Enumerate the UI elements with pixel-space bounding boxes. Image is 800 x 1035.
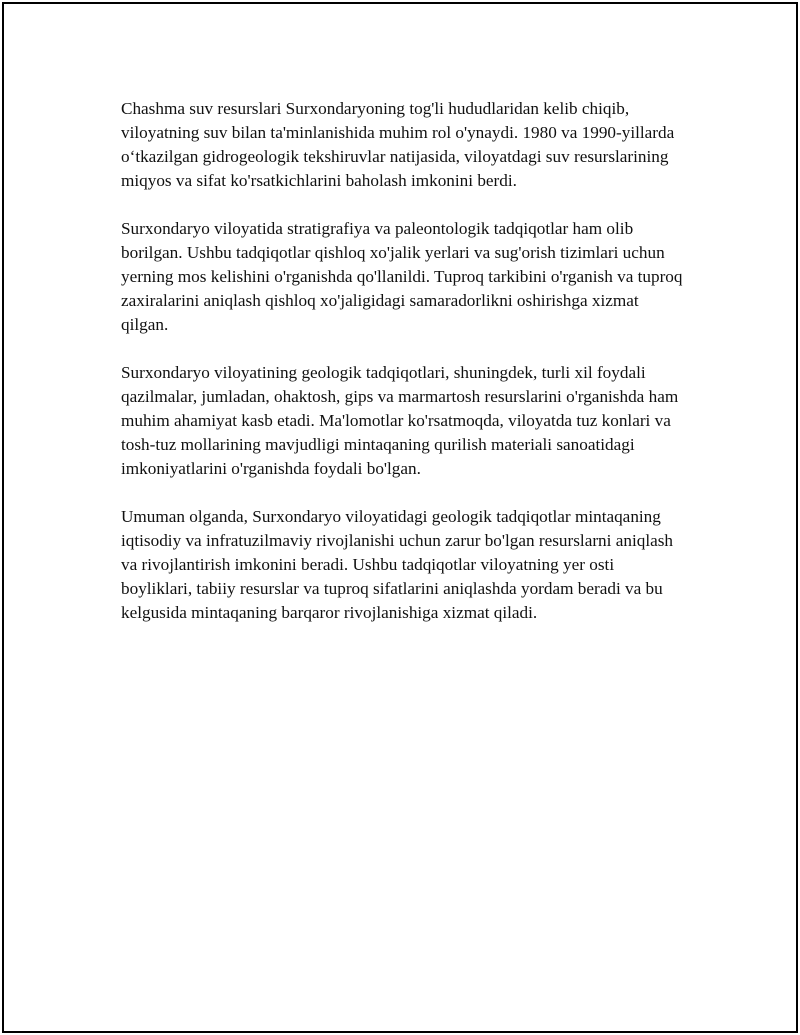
paragraph-stratigraphy-research: Surxondaryo viloyatida stratigrafiya va paleontologik tadqiqotlar ham olib borilgan. Ushbu tadqiqotlar qishloq xo'jalik yerlari va sug'orish tizimlari uchun yerning mos kelishini o'rganishda qo'llanildi. Tuproq tarkibini o'rganish va tuproq zaxiralarini aniqlash qishloq xo'jaligidagi samaradorlikni oshirishga xizmat qilgan. [121,219,683,334]
paragraph-mineral-resources: Surxondaryo viloyatining geologik tadqiqotlari, shuningdek, turli xil foydali qazilmalar, jumladan, ohaktosh, gips va marmartosh resurslarini o'rganishda ham muhim ahamiyat kasb etadi. Ma'lomotlar ko'rsatmoqda, viloyatda tuz konlari va tosh-tuz mollarining mavjudligi mintaqaning qurilish materiali sanoatidagi imkoniyatlarini o'rganishda foydali bo'lgan. [121,363,679,478]
paragraph-water-resources: Chashma suv resurslari Surxondaryoning tog'li hududlaridan kelib chiqib, viloyatning suv bilan ta'minlanishida muhim rol o'ynaydi. 1980 va 1990-yillarda o‘tkazilgan gidrogeologik tekshiruvlar natijasida, viloyatdagi suv resurslarining miqyos va sifat ko'rsatkichlarini baholash imkonini berdi. [121,99,675,190]
document-body [121,97,688,649]
page-border-frame [2,2,798,1033]
paragraph-conclusion: Umuman olganda, Surxondaryo viloyatidagi geologik tadqiqotlar mintaqaning iqtisodiy va infratuzilmaviy rivojlanishi uchun zarur bo'lgan resurslarni aniqlash va rivojlantirish imkonini beradi. Ushbu tadqiqotlar viloyatning yer osti boyliklari, tabiiy resurslar va tuproq sifatlarini aniqlashda yordam beradi va bu kelgusida mintaqaning barqaror rivojlanishiga xizmat qiladi. [121,507,674,622]
